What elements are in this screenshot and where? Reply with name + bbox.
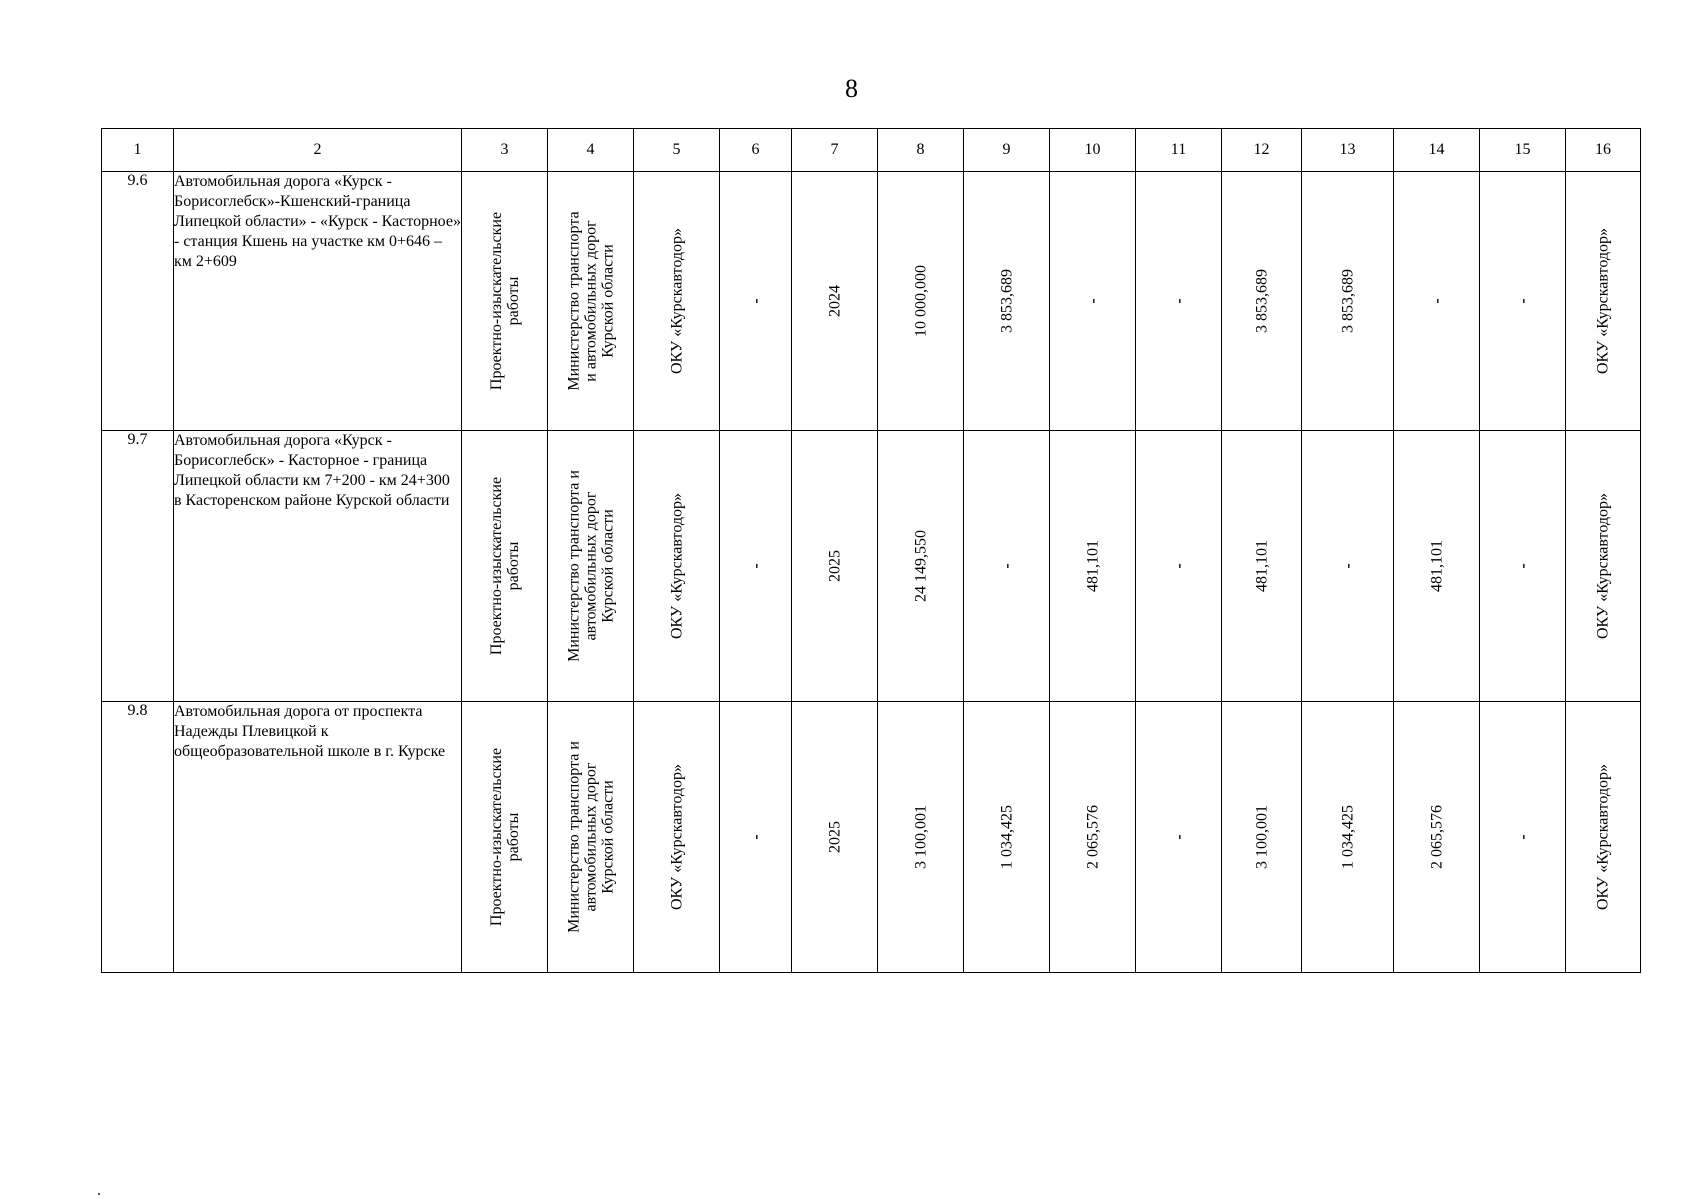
value-col8: 10 000,000 [912,265,929,337]
row-number: 9.7 [102,431,174,702]
cell-col8 [878,431,964,702]
cell-col10 [1050,431,1136,702]
value-col13: 3 853,689 [1339,269,1356,333]
works-table [101,128,1641,973]
work-type-line: Проектно-изыскательские [487,211,505,391]
page-number: 8 [845,74,858,103]
row-number: 9.6 [102,172,174,431]
column-header: 3 [462,129,548,172]
customer-line: Министерство транспорта и [565,741,582,933]
work-type-line: работы [504,276,522,326]
object-name: Автомобильная дорога от проспекта Надежды Плевицкой к общеобразовательной школе в г. Курске [174,702,462,973]
executor-text: ОКУ «Курскавтодор» [668,492,685,640]
column-header: 14 [1394,129,1480,172]
cell-col16 [1566,702,1641,973]
cell-col15 [1480,431,1566,702]
value-col6: - [747,563,764,569]
year-value: 2024 [826,285,843,317]
cell-col7 [792,702,878,973]
column-header: 1 [102,129,174,172]
value-col9: 3 853,689 [998,269,1015,333]
value-col6: - [747,298,764,304]
column-header: 6 [720,129,792,172]
customer-line: Курской области [599,509,616,623]
object-name: Автомобильная дорога «Курск - Борисоглебск»-Кшенский-граница Липецкой области» - «Курск - Касторное» - станция Кшень на участке км 0+646 – км 2+609 [174,172,462,431]
cell-col12 [1222,172,1302,431]
column-header: 13 [1302,129,1394,172]
header-row [102,129,1641,172]
cell-col14 [1394,431,1480,702]
column-header: 5 [634,129,720,172]
value-col13: - [1339,563,1356,569]
row-number: 9.8 [102,702,174,973]
scan-dot [98,1193,100,1195]
column-header: 11 [1136,129,1222,172]
cell-col9 [964,431,1050,702]
customer-cell [548,172,634,431]
cell-col11 [1136,702,1222,973]
column-header: 2 [174,129,462,172]
year-value: 2025 [826,550,843,582]
table-row [102,172,1641,431]
value-col13: 1 034,425 [1339,805,1356,869]
cell-col6 [720,172,792,431]
customer-line: Курской области [599,244,616,358]
cell-col14 [1394,172,1480,431]
cell-col7 [792,172,878,431]
value-col11: - [1170,563,1187,569]
customer-line: Министерство транспорта [565,211,582,391]
value-col14: 481,101 [1428,540,1445,592]
cell-col8 [878,172,964,431]
value-col9: - [998,563,1015,569]
cell-col16 [1566,431,1641,702]
executor-cell [634,702,720,973]
cell-col11 [1136,172,1222,431]
column-header: 16 [1566,129,1641,172]
work-type-line: Проектно-изыскательские [487,476,505,656]
value-col15: - [1514,834,1531,840]
column-header: 7 [792,129,878,172]
table-row [102,702,1641,973]
cell-col6 [720,702,792,973]
column-header: 8 [878,129,964,172]
executor-text: ОКУ «Курскавтодор» [668,227,685,375]
operator-text: ОКУ «Курскавтодор» [1594,227,1612,375]
value-col11: - [1170,298,1187,304]
cell-col13 [1302,172,1394,431]
cell-col15 [1480,702,1566,973]
work-type-cell [462,702,548,973]
customer-line: автомобильных дорог [582,491,599,641]
cell-col12 [1222,702,1302,973]
cell-col13 [1302,702,1394,973]
customer-cell [548,702,634,973]
value-col9: 1 034,425 [998,805,1015,869]
value-col15: - [1514,563,1531,569]
cell-col9 [964,702,1050,973]
customer-line: автомобильных дорог [582,762,599,912]
column-header: 4 [548,129,634,172]
customer-line: Курской области [599,780,616,894]
cell-col15 [1480,172,1566,431]
customer-cell [548,431,634,702]
cell-col16 [1566,172,1641,431]
value-col12: 481,101 [1253,540,1270,592]
object-name: Автомобильная дорога «Курск - Борисоглебск» - Касторное - граница Липецкой области км 7+200 - км 24+300 в Касторенском районе Курской области [174,431,462,702]
work-type-line: Проектно-изыскательские [487,747,505,927]
customer-line: и автомобильных дорог [582,220,599,382]
work-type-cell [462,172,548,431]
value-col6: - [747,834,764,840]
work-type-cell [462,431,548,702]
executor-text: ОКУ «Курскавтодор» [668,763,685,911]
value-col8: 24 149,550 [912,530,929,602]
cell-col13 [1302,431,1394,702]
cell-col10 [1050,172,1136,431]
value-col10: 2 065,576 [1084,805,1101,869]
cell-col10 [1050,702,1136,973]
work-type-line: работы [504,541,522,591]
value-col14: - [1428,298,1445,304]
column-header: 9 [964,129,1050,172]
value-col12: 3 100,001 [1253,805,1270,869]
cell-col12 [1222,431,1302,702]
value-col11: - [1170,834,1187,840]
value-col15: - [1514,298,1531,304]
cell-col6 [720,431,792,702]
cell-col14 [1394,702,1480,973]
customer-line: Министерство транспорта и [565,470,582,662]
cell-col11 [1136,431,1222,702]
value-col10: - [1084,298,1101,304]
value-col12: 3 853,689 [1253,269,1270,333]
column-header: 15 [1480,129,1566,172]
cell-col7 [792,431,878,702]
operator-text: ОКУ «Курскавтодор» [1594,763,1612,911]
value-col14: 2 065,576 [1428,805,1445,869]
executor-cell [634,431,720,702]
cell-col8 [878,702,964,973]
value-col8: 3 100,001 [912,805,929,869]
value-col10: 481,101 [1084,540,1101,592]
work-type-line: работы [504,812,522,862]
operator-text: ОКУ «Курскавтодор» [1594,492,1612,640]
executor-cell [634,172,720,431]
year-value: 2025 [826,821,843,853]
table-row [102,431,1641,702]
cell-col9 [964,172,1050,431]
column-header: 10 [1050,129,1136,172]
column-header: 12 [1222,129,1302,172]
